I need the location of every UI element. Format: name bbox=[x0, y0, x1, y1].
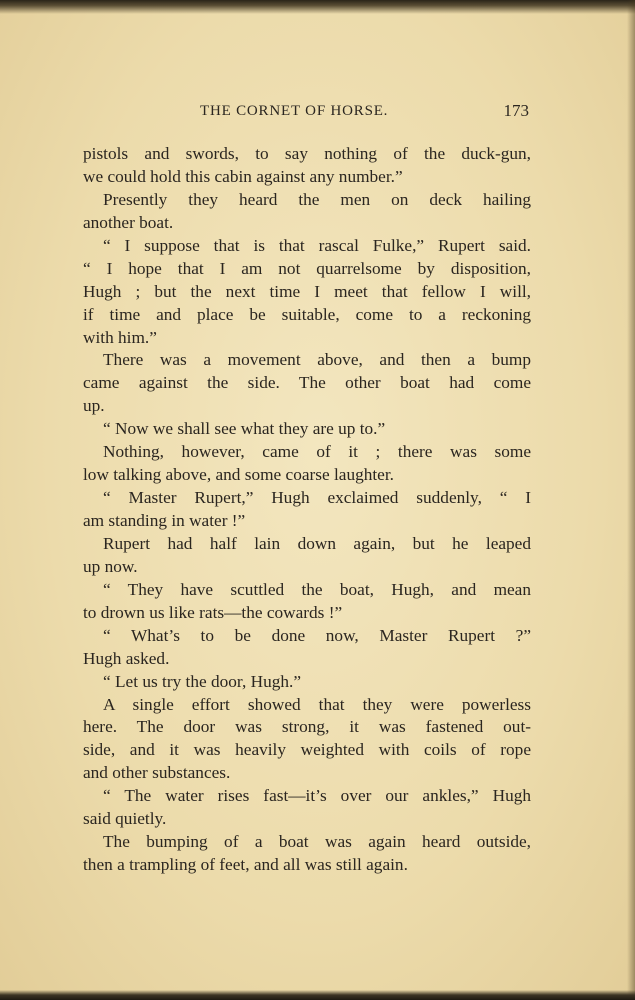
page-bottom-shadow bbox=[0, 990, 635, 1000]
text-line: Hugh asked. bbox=[83, 648, 170, 668]
text-line: we could hold this cabin against any number.” bbox=[83, 166, 403, 186]
text-line: then a trampling of feet, and all was still again. bbox=[83, 855, 408, 875]
text-line: said quietly. bbox=[83, 809, 167, 829]
text-line: “ Now we shall see what they are up to.” bbox=[103, 419, 386, 439]
text-line: “ Master Rupert,” Hugh exclaimed suddenly, “ I bbox=[103, 488, 531, 508]
text-line: The bumping of a boat was again heard outside, bbox=[103, 832, 531, 852]
text-line: side, and it was heavily weighted with coils of rope bbox=[83, 740, 531, 760]
page-number: 173 bbox=[503, 101, 529, 120]
text-line: “ They have scuttled the boat, Hugh, and mean bbox=[103, 579, 531, 599]
text-line: here. The door was strong, it was fastened out- bbox=[83, 717, 531, 737]
text-line: with him.” bbox=[83, 327, 157, 347]
text-line: Presently they heard the men on deck hailing bbox=[103, 189, 531, 209]
text-line: “ I suppose that is that rascal Fulke,” Rupert said. bbox=[103, 235, 531, 255]
text-line: “ The water rises fast—it’s over our ankles,” Hugh bbox=[103, 786, 531, 806]
text-line: low talking above, and some coarse laughter. bbox=[83, 465, 394, 485]
text-line: pistols and swords, to say nothing of the duck-gun, bbox=[83, 144, 531, 163]
text-line: “ I hope that I am not quarrelsome by disposition, bbox=[83, 258, 531, 278]
text-line: “ What’s to be done now, Master Rupert ?” bbox=[103, 625, 531, 645]
text-line: A single effort showed that they were powerless bbox=[103, 694, 531, 714]
text-line: There was a movement above, and then a bump bbox=[103, 350, 531, 370]
text-line: “ Let us try the door, Hugh.” bbox=[103, 671, 301, 691]
running-head bbox=[83, 103, 531, 127]
text-line: up. bbox=[83, 396, 105, 416]
text-line: up now. bbox=[83, 556, 138, 576]
body-text bbox=[83, 143, 531, 877]
text-line: Nothing, however, came of it ; there was some bbox=[103, 442, 531, 462]
text-line: Hugh ; but the next time I meet that fellow I will, bbox=[83, 281, 531, 301]
text-line: came against the side. The other boat had come bbox=[83, 373, 531, 393]
text-line: Rupert had half lain down again, but he leaped bbox=[103, 533, 531, 553]
text-line: am standing in water !” bbox=[83, 511, 246, 530]
page-top-shadow bbox=[0, 0, 635, 14]
text-line: if time and place be suitable, come to a reckoning bbox=[83, 304, 531, 324]
text-line: another boat. bbox=[83, 212, 174, 232]
text-line: and other substances. bbox=[83, 763, 231, 783]
page-right-shadow bbox=[627, 0, 635, 1000]
running-title: THE CORNET OF HORSE. bbox=[200, 103, 389, 119]
text-line: to drown us like rats—the cowards !” bbox=[83, 602, 343, 622]
